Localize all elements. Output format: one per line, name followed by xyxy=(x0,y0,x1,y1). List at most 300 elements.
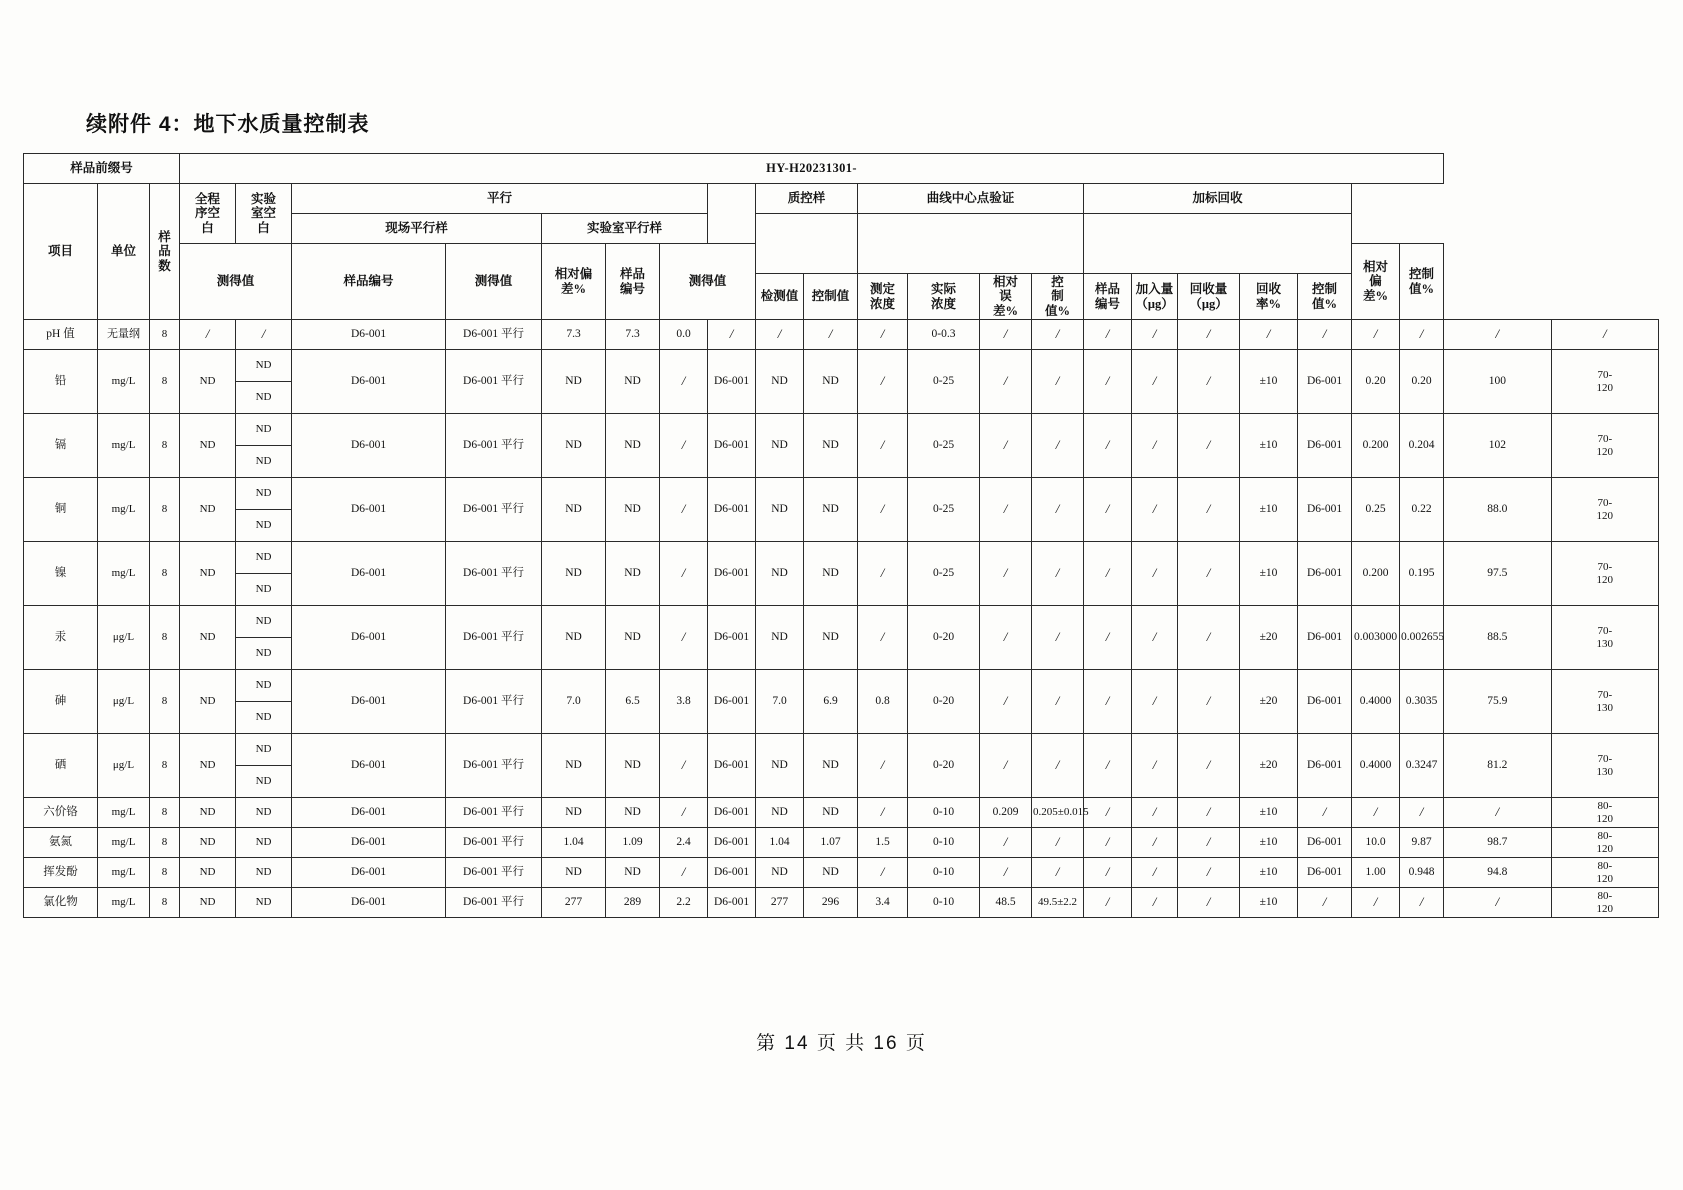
cell-field-rel-dev: / xyxy=(660,734,708,798)
cell-curve-ctrl-pct: / xyxy=(1240,320,1298,350)
col-spike-ctrl-pct: 控制 值% xyxy=(1298,274,1352,320)
cell-spike-recovered: 0.948 xyxy=(1400,858,1444,888)
cell-curve-ctrl-pct: ±20 xyxy=(1240,606,1298,670)
cell-field-measured-1: 7.3 xyxy=(542,320,606,350)
cell-lab-blank: ND ND xyxy=(236,414,292,478)
cell-field-sample-no: D6-001 xyxy=(292,798,446,828)
group-curve-mid: 曲线中心点验证 xyxy=(858,184,1084,214)
cell-item: 硒 xyxy=(24,734,98,798)
cell-whole-blank: ND xyxy=(180,478,236,542)
cell-lab-sample-no: D6-001 xyxy=(708,888,756,918)
cell-spike-recovered: / xyxy=(1400,798,1444,828)
cell-spike-ctrl-pct: / xyxy=(1551,320,1658,350)
cell-qc-ctrl: / xyxy=(1032,734,1084,798)
cell-qc-ctrl: / xyxy=(1032,828,1084,858)
cell-whole-blank: ND xyxy=(180,414,236,478)
cell-qc-detect: / xyxy=(980,828,1032,858)
cell-lab-blank: ND ND xyxy=(236,734,292,798)
cell-curve-ctrl-pct: ±20 xyxy=(1240,670,1298,734)
cell-spike-recovered: / xyxy=(1400,320,1444,350)
cell-field-sample-no: D6-001 xyxy=(292,888,446,918)
cell-lab-measured-1: ND xyxy=(756,350,804,414)
col-ctrl-parallel-spacer xyxy=(708,184,756,244)
cell-unit: mg/L xyxy=(98,542,150,606)
cell-spike-added: 0.003000 xyxy=(1352,606,1400,670)
cell-lab-measured-2: ND xyxy=(804,734,858,798)
cell-sample-count: 8 xyxy=(150,542,180,606)
cell-whole-blank: ND xyxy=(180,350,236,414)
cell-spike-recovered: 0.204 xyxy=(1400,414,1444,478)
cell-spike-sample-no: D6-001 xyxy=(1298,858,1352,888)
cell-spike-added: 0.4000 xyxy=(1352,734,1400,798)
cell-spike-added: 0.4000 xyxy=(1352,670,1400,734)
cell-curve-actual-conc: / xyxy=(1132,542,1178,606)
cell-lab-measured-2: ND xyxy=(804,414,858,478)
col-spike-added: 加入量 （μg） xyxy=(1132,274,1178,320)
cell-spike-ctrl-pct: 80- 120 xyxy=(1551,888,1658,918)
cell-curve-ctrl-pct: ±10 xyxy=(1240,542,1298,606)
cell-field-measured-2: ND xyxy=(606,350,660,414)
table-row xyxy=(24,858,1659,888)
cell-curve-ctrl-pct: ±20 xyxy=(1240,734,1298,798)
cell-lab-blank: ND ND xyxy=(236,478,292,542)
cell-field-measured-2: ND xyxy=(606,606,660,670)
cell-curve-measured-conc: / xyxy=(1084,798,1132,828)
cell-spike-ctrl-pct: 70- 120 xyxy=(1551,414,1658,478)
cell-spike-rate: 98.7 xyxy=(1444,828,1551,858)
col-lab-blank: 实验 室空 白 xyxy=(236,184,292,244)
cell-spike-recovered: 0.3035 xyxy=(1400,670,1444,734)
cell-lab-measured-1: ND xyxy=(756,478,804,542)
cell-whole-blank: ND xyxy=(180,734,236,798)
cell-field-measured-1: ND xyxy=(542,478,606,542)
cell-qc-detect: / xyxy=(980,606,1032,670)
cell-field-sample-no: D6-001 xyxy=(292,828,446,858)
spike-spacer xyxy=(1084,214,1352,274)
cell-lab-sample-no: D6-001 xyxy=(708,606,756,670)
cell-field-sample-no-parallel: D6-001 平行 xyxy=(446,858,542,888)
cell-spike-rate: / xyxy=(1444,888,1551,918)
table-body xyxy=(24,320,1659,918)
cell-item: 铅 xyxy=(24,350,98,414)
cell-qc-detect: / xyxy=(980,320,1032,350)
cell-lab-blank: ND xyxy=(236,798,292,828)
cell-ctrl-value-pct: 0-0.3 xyxy=(908,320,980,350)
cell-spike-added: / xyxy=(1352,798,1400,828)
cell-spike-added: 10.0 xyxy=(1352,828,1400,858)
cell-spike-rate: 100 xyxy=(1444,350,1551,414)
cell-unit: mg/L xyxy=(98,798,150,828)
col-field-sample-no: 样品编号 xyxy=(292,244,446,320)
cell-field-sample-no: D6-001 xyxy=(292,320,446,350)
cell-field-rel-dev: / xyxy=(660,858,708,888)
header-prefix-row xyxy=(24,154,1659,184)
cell-lab-rel-dev: / xyxy=(858,798,908,828)
header-group-row xyxy=(24,184,1659,214)
page-title: 续附件 4：地下水质量控制表 xyxy=(86,113,370,136)
cell-lab-sample-no: D6-001 xyxy=(708,828,756,858)
cell-spike-rate: 94.8 xyxy=(1444,858,1551,888)
cell-spike-recovered: 0.195 xyxy=(1400,542,1444,606)
col-curve-ctrl-pct: 控 制 值% xyxy=(1032,274,1084,320)
cell-field-sample-no-parallel: D6-001 平行 xyxy=(446,798,542,828)
cell-curve-rel-error: / xyxy=(1178,542,1240,606)
col-spike-sample-no: 样品 编号 xyxy=(1084,274,1132,320)
col-item: 项目 xyxy=(24,184,98,320)
cell-curve-measured-conc: / xyxy=(1084,888,1132,918)
cell-unit: μg/L xyxy=(98,670,150,734)
cell-item: 砷 xyxy=(24,670,98,734)
cell-curve-ctrl-pct: ±10 xyxy=(1240,828,1298,858)
col-sample-count: 样 品 数 xyxy=(150,184,180,320)
cell-field-sample-no-parallel: D6-001 平行 xyxy=(446,828,542,858)
cell-ctrl-value-pct: 0-25 xyxy=(908,542,980,606)
cell-field-measured-2: 1.09 xyxy=(606,828,660,858)
cell-field-measured-2: ND xyxy=(606,798,660,828)
cell-lab-blank: ND xyxy=(236,858,292,888)
cell-spike-sample-no: D6-001 xyxy=(1298,350,1352,414)
cell-ctrl-value-pct: 0-20 xyxy=(908,734,980,798)
cell-lab-rel-dev: / xyxy=(858,350,908,414)
cell-lab-blank: / xyxy=(236,320,292,350)
cell-qc-ctrl: / xyxy=(1032,858,1084,888)
cell-field-sample-no: D6-001 xyxy=(292,350,446,414)
cell-spike-sample-no: D6-001 xyxy=(1298,414,1352,478)
table-row xyxy=(24,798,1659,828)
cell-ctrl-value-pct: 0-10 xyxy=(908,798,980,828)
cell-item: 氨氮 xyxy=(24,828,98,858)
cell-lab-sample-no: D6-001 xyxy=(708,858,756,888)
cell-curve-actual-conc: / xyxy=(1132,798,1178,828)
cell-curve-measured-conc: / xyxy=(1084,734,1132,798)
cell-spike-ctrl-pct: 80- 120 xyxy=(1551,798,1658,828)
cell-lab-blank: ND ND xyxy=(236,606,292,670)
cell-curve-actual-conc: / xyxy=(1132,350,1178,414)
cell-qc-ctrl: / xyxy=(1032,350,1084,414)
cell-sample-count: 8 xyxy=(150,734,180,798)
cell-qc-detect: / xyxy=(980,478,1032,542)
cell-spike-ctrl-pct: 70- 130 xyxy=(1551,734,1658,798)
cell-curve-rel-error: / xyxy=(1178,858,1240,888)
cell-field-measured-1: 7.0 xyxy=(542,670,606,734)
cell-item: 镍 xyxy=(24,542,98,606)
cell-field-sample-no: D6-001 xyxy=(292,478,446,542)
cell-spike-ctrl-pct: 70- 120 xyxy=(1551,350,1658,414)
cell-ctrl-value-pct: 0-25 xyxy=(908,414,980,478)
cell-field-sample-no-parallel: D6-001 平行 xyxy=(446,478,542,542)
cell-field-measured-2: ND xyxy=(606,414,660,478)
cell-curve-actual-conc: / xyxy=(1132,828,1178,858)
cell-unit: mg/L xyxy=(98,350,150,414)
cell-spike-sample-no: D6-001 xyxy=(1298,828,1352,858)
cell-spike-added: / xyxy=(1352,888,1400,918)
cell-lab-measured-2: 1.07 xyxy=(804,828,858,858)
cell-lab-measured-1: 7.0 xyxy=(756,670,804,734)
cell-field-rel-dev: / xyxy=(660,350,708,414)
cell-field-measured-1: ND xyxy=(542,414,606,478)
cell-spike-recovered: 0.22 xyxy=(1400,478,1444,542)
col-field-rel-dev: 相对偏 差% xyxy=(542,244,606,320)
cell-field-measured-2: 289 xyxy=(606,888,660,918)
cell-curve-measured-conc: / xyxy=(1084,858,1132,888)
cell-field-rel-dev: 0.0 xyxy=(660,320,708,350)
cell-spike-sample-no: D6-001 xyxy=(1298,670,1352,734)
cell-lab-rel-dev: 3.4 xyxy=(858,888,908,918)
cell-field-measured-1: 1.04 xyxy=(542,828,606,858)
cell-spike-rate: 81.2 xyxy=(1444,734,1551,798)
cell-qc-ctrl: / xyxy=(1032,478,1084,542)
cell-spike-ctrl-pct: 70- 130 xyxy=(1551,670,1658,734)
cell-field-sample-no-parallel: D6-001 平行 xyxy=(446,670,542,734)
cell-lab-measured-2: ND xyxy=(804,858,858,888)
cell-spike-sample-no: / xyxy=(1298,888,1352,918)
cell-field-measured-1: ND xyxy=(542,734,606,798)
cell-spike-ctrl-pct: 70- 130 xyxy=(1551,606,1658,670)
table-row xyxy=(24,542,1659,606)
table-row xyxy=(24,320,1659,350)
cell-curve-measured-conc: / xyxy=(1084,670,1132,734)
cell-spike-ctrl-pct: 70- 120 xyxy=(1551,542,1658,606)
cell-lab-measured-1: 277 xyxy=(756,888,804,918)
cell-curve-actual-conc: / xyxy=(1132,888,1178,918)
cell-field-measured-1: 277 xyxy=(542,888,606,918)
cell-unit: mg/L xyxy=(98,858,150,888)
cell-lab-rel-dev: / xyxy=(858,606,908,670)
cell-curve-rel-error: / xyxy=(1178,828,1240,858)
cell-unit: μg/L xyxy=(98,606,150,670)
cell-lab-measured-1: ND xyxy=(756,798,804,828)
cell-field-sample-no: D6-001 xyxy=(292,670,446,734)
cell-curve-rel-error: / xyxy=(1178,414,1240,478)
cell-curve-actual-conc: / xyxy=(1132,606,1178,670)
cell-field-rel-dev: / xyxy=(660,798,708,828)
table-row xyxy=(24,606,1659,670)
col-unit: 单位 xyxy=(98,184,150,320)
cell-curve-measured-conc: / xyxy=(1084,350,1132,414)
cell-whole-blank: ND xyxy=(180,606,236,670)
cell-curve-ctrl-pct: ±10 xyxy=(1240,798,1298,828)
cell-field-measured-1: ND xyxy=(542,858,606,888)
cell-spike-ctrl-pct: 70- 120 xyxy=(1551,478,1658,542)
cell-lab-rel-dev: / xyxy=(858,542,908,606)
cell-whole-blank: ND xyxy=(180,828,236,858)
cell-spike-recovered: 0.002655 xyxy=(1400,606,1444,670)
cell-item: 六价铬 xyxy=(24,798,98,828)
cell-qc-ctrl: / xyxy=(1032,670,1084,734)
cell-lab-measured-2: ND xyxy=(804,798,858,828)
cell-spike-rate: / xyxy=(1444,798,1551,828)
cell-lab-measured-2: ND xyxy=(804,606,858,670)
cell-spike-added: / xyxy=(1352,320,1400,350)
page-footer: 第 14 页 共 16 页 xyxy=(756,1033,927,1054)
col-qc-detect: 检测值 xyxy=(756,274,804,320)
col-blank-measured: 测得值 xyxy=(180,244,292,320)
cell-whole-blank: ND xyxy=(180,798,236,828)
col-spike-recovered: 回收量 （μg） xyxy=(1178,274,1240,320)
cell-whole-blank: ND xyxy=(180,858,236,888)
cell-spike-rate: / xyxy=(1444,320,1551,350)
cell-sample-count: 8 xyxy=(150,320,180,350)
cell-curve-rel-error: / xyxy=(1178,888,1240,918)
cell-qc-detect: / xyxy=(980,542,1032,606)
prefix-value: HY-H20231301- xyxy=(180,154,1444,184)
cell-curve-actual-conc: / xyxy=(1132,320,1178,350)
curve-spacer xyxy=(858,214,1084,274)
cell-field-measured-2: ND xyxy=(606,858,660,888)
cell-spike-sample-no: D6-001 xyxy=(1298,542,1352,606)
cell-lab-rel-dev: / xyxy=(858,320,908,350)
cell-lab-measured-2: / xyxy=(804,320,858,350)
cell-field-measured-1: ND xyxy=(542,798,606,828)
cell-spike-sample-no: D6-001 xyxy=(1298,478,1352,542)
col-curve-measured-conc: 测定 浓度 xyxy=(858,274,908,320)
cell-qc-ctrl: / xyxy=(1032,606,1084,670)
cell-field-sample-no: D6-001 xyxy=(292,414,446,478)
cell-lab-measured-1: ND xyxy=(756,734,804,798)
cell-sample-count: 8 xyxy=(150,350,180,414)
col-lab-sample-no: 样品 编号 xyxy=(606,244,660,320)
cell-curve-rel-error: / xyxy=(1178,350,1240,414)
cell-qc-detect: / xyxy=(980,670,1032,734)
cell-field-measured-2: ND xyxy=(606,542,660,606)
cell-curve-rel-error: / xyxy=(1178,734,1240,798)
cell-lab-measured-2: ND xyxy=(804,350,858,414)
cell-field-sample-no-parallel: D6-001 平行 xyxy=(446,606,542,670)
cell-qc-detect: / xyxy=(980,734,1032,798)
cell-lab-rel-dev: / xyxy=(858,478,908,542)
cell-qc-detect: 48.5 xyxy=(980,888,1032,918)
cell-lab-measured-1: ND xyxy=(756,858,804,888)
cell-item: 氯化物 xyxy=(24,888,98,918)
cell-qc-ctrl: / xyxy=(1032,320,1084,350)
cell-curve-ctrl-pct: ±10 xyxy=(1240,888,1298,918)
cell-lab-measured-1: 1.04 xyxy=(756,828,804,858)
cell-unit: mg/L xyxy=(98,478,150,542)
cell-field-sample-no-parallel: D6-001 平行 xyxy=(446,542,542,606)
cell-field-rel-dev: 2.4 xyxy=(660,828,708,858)
cell-curve-ctrl-pct: ±10 xyxy=(1240,858,1298,888)
group-spike-recovery: 加标回收 xyxy=(1084,184,1352,214)
cell-unit: mg/L xyxy=(98,888,150,918)
cell-lab-rel-dev: / xyxy=(858,734,908,798)
cell-curve-actual-conc: / xyxy=(1132,858,1178,888)
cell-unit: mg/L xyxy=(98,414,150,478)
cell-spike-ctrl-pct: 80- 120 xyxy=(1551,828,1658,858)
cell-lab-sample-no: / xyxy=(708,320,756,350)
cell-spike-recovered: / xyxy=(1400,888,1444,918)
cell-lab-rel-dev: 1.5 xyxy=(858,828,908,858)
cell-sample-count: 8 xyxy=(150,670,180,734)
cell-sample-count: 8 xyxy=(150,478,180,542)
cell-curve-ctrl-pct: ±10 xyxy=(1240,478,1298,542)
cell-unit: μg/L xyxy=(98,734,150,798)
cell-curve-actual-conc: / xyxy=(1132,734,1178,798)
cell-lab-blank: ND xyxy=(236,888,292,918)
cell-ctrl-value-pct: 0-20 xyxy=(908,606,980,670)
cell-lab-rel-dev: / xyxy=(858,414,908,478)
cell-whole-blank: ND xyxy=(180,888,236,918)
cell-field-rel-dev: / xyxy=(660,414,708,478)
cell-sample-count: 8 xyxy=(150,798,180,828)
cell-lab-sample-no: D6-001 xyxy=(708,734,756,798)
cell-spike-sample-no: D6-001 xyxy=(1298,734,1352,798)
cell-spike-added: 1.00 xyxy=(1352,858,1400,888)
cell-field-measured-2: 7.3 xyxy=(606,320,660,350)
cell-field-rel-dev: / xyxy=(660,542,708,606)
cell-lab-measured-1: ND xyxy=(756,606,804,670)
cell-qc-detect: / xyxy=(980,858,1032,888)
cell-sample-count: 8 xyxy=(150,858,180,888)
cell-field-rel-dev: 3.8 xyxy=(660,670,708,734)
cell-lab-measured-2: 6.9 xyxy=(804,670,858,734)
cell-whole-blank: ND xyxy=(180,670,236,734)
prefix-label: 样品前缀号 xyxy=(24,154,180,184)
cell-field-rel-dev: / xyxy=(660,606,708,670)
col-lab-rel-dev: 相对 偏 差% xyxy=(1352,244,1400,320)
cell-spike-rate: 97.5 xyxy=(1444,542,1551,606)
cell-curve-measured-conc: / xyxy=(1084,828,1132,858)
cell-field-measured-1: ND xyxy=(542,350,606,414)
cell-lab-sample-no: D6-001 xyxy=(708,414,756,478)
cell-field-sample-no: D6-001 xyxy=(292,858,446,888)
cell-field-sample-no: D6-001 xyxy=(292,542,446,606)
col-ctrl-value-pct: 控制 值% xyxy=(1400,244,1444,320)
cell-sample-count: 8 xyxy=(150,414,180,478)
cell-ctrl-value-pct: 0-10 xyxy=(908,828,980,858)
col-whole-blank: 全程 序空 白 xyxy=(180,184,236,244)
cell-spike-sample-no: D6-001 xyxy=(1298,606,1352,670)
cell-ctrl-value-pct: 0-20 xyxy=(908,670,980,734)
cell-curve-rel-error: / xyxy=(1178,478,1240,542)
table-row xyxy=(24,414,1659,478)
cell-lab-rel-dev: / xyxy=(858,858,908,888)
cell-lab-sample-no: D6-001 xyxy=(708,542,756,606)
cell-field-measured-1: ND xyxy=(542,542,606,606)
cell-field-measured-2: ND xyxy=(606,734,660,798)
cell-lab-rel-dev: 0.8 xyxy=(858,670,908,734)
group-qc-sample: 质控样 xyxy=(756,184,858,214)
cell-lab-blank: ND ND xyxy=(236,670,292,734)
cell-spike-added: 0.25 xyxy=(1352,478,1400,542)
cell-item: 铜 xyxy=(24,478,98,542)
cell-qc-ctrl: 0.205±0.015 xyxy=(1032,798,1084,828)
cell-lab-measured-2: ND xyxy=(804,542,858,606)
cell-spike-recovered: 9.87 xyxy=(1400,828,1444,858)
cell-qc-ctrl: 49.5±2.2 xyxy=(1032,888,1084,918)
col-curve-rel-error: 相对 误 差% xyxy=(980,274,1032,320)
cell-whole-blank: / xyxy=(180,320,236,350)
table-row xyxy=(24,734,1659,798)
col-lab-measured: 测得值 xyxy=(660,244,756,320)
cell-qc-detect: / xyxy=(980,350,1032,414)
cell-lab-blank: ND ND xyxy=(236,542,292,606)
cell-item: 挥发酚 xyxy=(24,858,98,888)
cell-field-sample-no: D6-001 xyxy=(292,734,446,798)
cell-curve-ctrl-pct: ±10 xyxy=(1240,350,1298,414)
table-row xyxy=(24,350,1659,414)
cell-field-rel-dev: 2.2 xyxy=(660,888,708,918)
cell-curve-rel-error: / xyxy=(1178,606,1240,670)
group-lab-parallel: 实验室平行样 xyxy=(542,214,708,244)
cell-field-rel-dev: / xyxy=(660,478,708,542)
table-row xyxy=(24,670,1659,734)
cell-unit: 无量纲 xyxy=(98,320,150,350)
cell-lab-measured-1: ND xyxy=(756,542,804,606)
cell-sample-count: 8 xyxy=(150,828,180,858)
cell-spike-rate: 88.5 xyxy=(1444,606,1551,670)
cell-spike-sample-no: / xyxy=(1298,798,1352,828)
cell-curve-measured-conc: / xyxy=(1084,478,1132,542)
